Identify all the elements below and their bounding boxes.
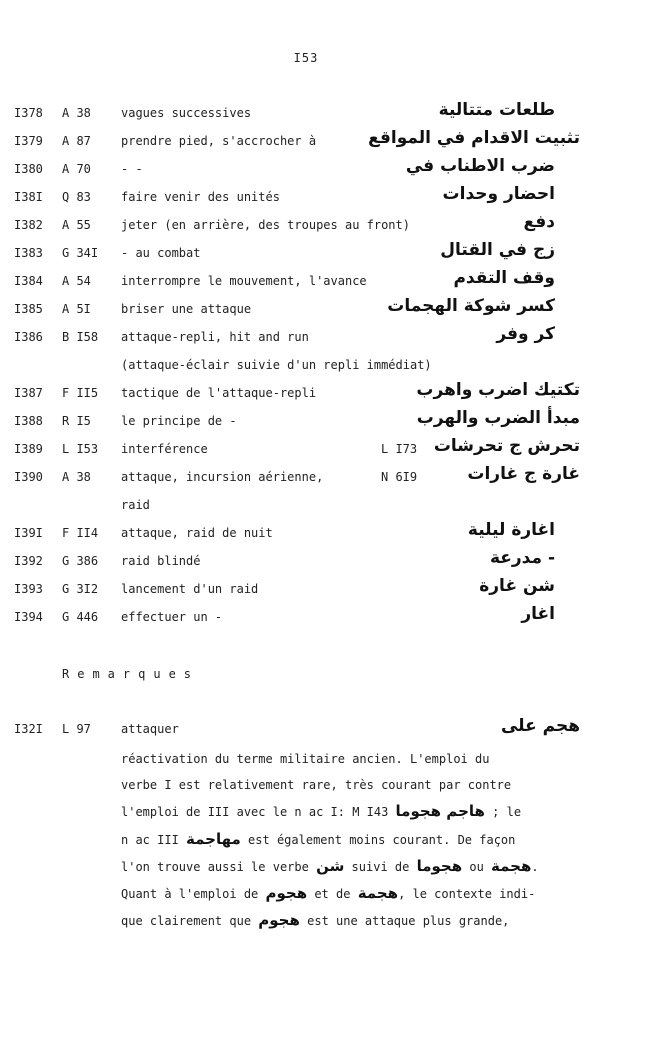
entry-french: interférence — [121, 442, 208, 456]
entry-source: A 55 — [62, 218, 91, 232]
text-run: ou — [462, 859, 492, 874]
arabic-term: هجوم — [265, 884, 308, 903]
entry-french-continued: (attaque-éclair suivie d'un repli immédiat) — [121, 358, 432, 372]
entry-number: I384 — [14, 274, 43, 288]
entry-number: I378 — [14, 106, 43, 120]
entry-arabic: غارة ج غارات — [467, 464, 580, 484]
entry-row — [0, 324, 650, 384]
entry-number: I38I — [14, 190, 43, 204]
entry-source: Q 83 — [62, 190, 91, 204]
remarks-line — [121, 853, 539, 880]
entry-arabic: ضرب الاطناب في — [405, 156, 555, 176]
arabic-term: هجوما — [416, 856, 463, 875]
entry-french: le principe de - — [121, 414, 237, 428]
entry-french: effectuer un - — [121, 610, 223, 624]
entry-arabic: شن غارة — [479, 576, 555, 596]
entry-source: F II4 — [62, 526, 99, 540]
entry-arabic: طلعات متتالية — [438, 100, 555, 120]
entry-number: I386 — [14, 330, 43, 344]
entry-french: attaque, incursion aérienne, — [121, 470, 324, 484]
entry-number: I394 — [14, 610, 43, 624]
remarks-line — [121, 798, 539, 825]
entry-arabic: هجم على — [500, 716, 580, 736]
entry-source: L 97 — [62, 722, 91, 736]
remarks-line — [121, 772, 539, 798]
entry-source: R I5 — [62, 414, 91, 428]
entry-source: A 54 — [62, 274, 91, 288]
entry-french: attaque-repli, hit and run — [121, 330, 309, 344]
entry-number: I387 — [14, 386, 43, 400]
text-run: ; le — [484, 805, 522, 820]
text-run: verbe I est relativement rare, très courant par contre — [121, 778, 512, 793]
text-run: est également moins courant. De façon — [240, 832, 516, 847]
entry-arabic: كسر شوكة الهجمات — [387, 296, 555, 316]
entry-reference: L I73 — [381, 442, 418, 456]
text-run: l'emploi de III avec le n ac I: M I43 — [121, 805, 396, 820]
arabic-term: هجمة — [491, 856, 532, 875]
entry-source: L I53 — [62, 442, 99, 456]
entry-source: G 34I — [62, 246, 99, 260]
entry-source: B I58 — [62, 330, 99, 344]
entry-french: tactique de l'attaque-repli — [121, 386, 317, 400]
remarks-line — [121, 907, 539, 934]
entry-french: briser une attaque — [121, 302, 252, 316]
text-run: suivi de — [344, 859, 417, 874]
entry-arabic: مبدأ الضرب والهرب — [416, 408, 580, 428]
entry-french-continued: raid — [121, 498, 150, 512]
entry-source: A 87 — [62, 134, 91, 148]
entry-number: I389 — [14, 442, 43, 456]
entry-french: prendre pied, s'accrocher à — [121, 134, 317, 148]
entry-source: A 70 — [62, 162, 91, 176]
text-run: et de — [307, 887, 358, 902]
entry-number: I379 — [14, 134, 43, 148]
entry-arabic: اغارة ليلية — [467, 520, 555, 540]
entry-french: lancement d'un raid — [121, 582, 259, 596]
arabic-term: هجمة — [357, 884, 399, 903]
arabic-term: شن — [316, 856, 345, 875]
entry-number: I390 — [14, 470, 43, 484]
text-run: réactivation du terme militaire ancien. L'emploi du — [121, 752, 490, 766]
entry-number: I383 — [14, 246, 43, 260]
entry-arabic: تكتيك اضرب واهرب — [416, 380, 580, 400]
entry-french: faire venir des unités — [121, 190, 280, 204]
entry-french: vagues successives — [121, 106, 252, 120]
remarks-line — [121, 826, 539, 853]
entry-arabic: كر وفر — [496, 324, 555, 344]
arabic-term: هجوم — [258, 911, 300, 930]
entry-source: A 5I — [62, 302, 91, 316]
entry-number: I32I — [14, 722, 43, 736]
entry-arabic: اغار — [521, 604, 555, 624]
text-run: que clairement que — [121, 914, 259, 929]
entry-number: I393 — [14, 582, 43, 596]
entry-number: I385 — [14, 302, 43, 316]
entry-source: G 386 — [62, 554, 99, 568]
entry-number: I388 — [14, 414, 43, 428]
entry-source: G 446 — [62, 610, 99, 624]
text-run: , le contexte indi- — [398, 887, 536, 902]
entry-number: I392 — [14, 554, 43, 568]
entry-arabic: - مدرعة — [489, 548, 555, 568]
entry-arabic: تحرش ج تحرشات — [433, 436, 580, 456]
text-run: Quant à l'emploi de — [121, 887, 266, 902]
arabic-term: هاجم هجوما — [395, 802, 485, 821]
page-number: I53 — [293, 51, 319, 65]
remarks-line — [121, 746, 539, 772]
entry-row — [0, 604, 650, 636]
entry-source: F II5 — [62, 386, 99, 400]
entry-arabic: دفع — [523, 212, 555, 232]
entry-number: I380 — [14, 162, 43, 176]
entry-french: attaque, raid de nuit — [121, 526, 273, 540]
glossary-entries — [0, 100, 650, 636]
entry-french: interrompre le mouvement, l'avance — [121, 274, 367, 288]
entry-source: G 3I2 — [62, 582, 99, 596]
entry-arabic: زج في القتال — [440, 240, 555, 260]
remarks-paragraph — [121, 746, 539, 934]
entry-french: - - — [121, 162, 143, 176]
entry-french: raid blindé — [121, 554, 201, 568]
text-run: l'on trouve aussi le verbe — [121, 859, 317, 874]
entry-arabic: احضار وحدات — [442, 184, 555, 204]
entry-row — [0, 464, 650, 524]
entry-number: I382 — [14, 218, 43, 232]
entry-french: attaquer — [121, 722, 179, 736]
entry-source: A 38 — [62, 106, 91, 120]
entry-arabic: وقف التقدم — [453, 268, 555, 288]
text-run: n ac III — [121, 832, 187, 847]
entry-number: I39I — [14, 526, 43, 540]
entry-source: A 38 — [62, 470, 91, 484]
remarks-heading: Remarques — [62, 667, 200, 681]
entry-reference: N 6I9 — [381, 470, 418, 484]
text-run: est une attaque plus grande, — [299, 914, 510, 929]
remarks-line — [121, 880, 539, 907]
entry-french: - au combat — [121, 246, 201, 260]
entry-arabic: تثبيت الاقدام في المواقع — [368, 128, 580, 148]
remarks-entry — [0, 716, 650, 748]
text-run: . — [531, 859, 539, 874]
entry-french: jeter (en arrière, des troupes au front) — [121, 218, 410, 232]
arabic-term: مهاجمة — [186, 829, 241, 848]
